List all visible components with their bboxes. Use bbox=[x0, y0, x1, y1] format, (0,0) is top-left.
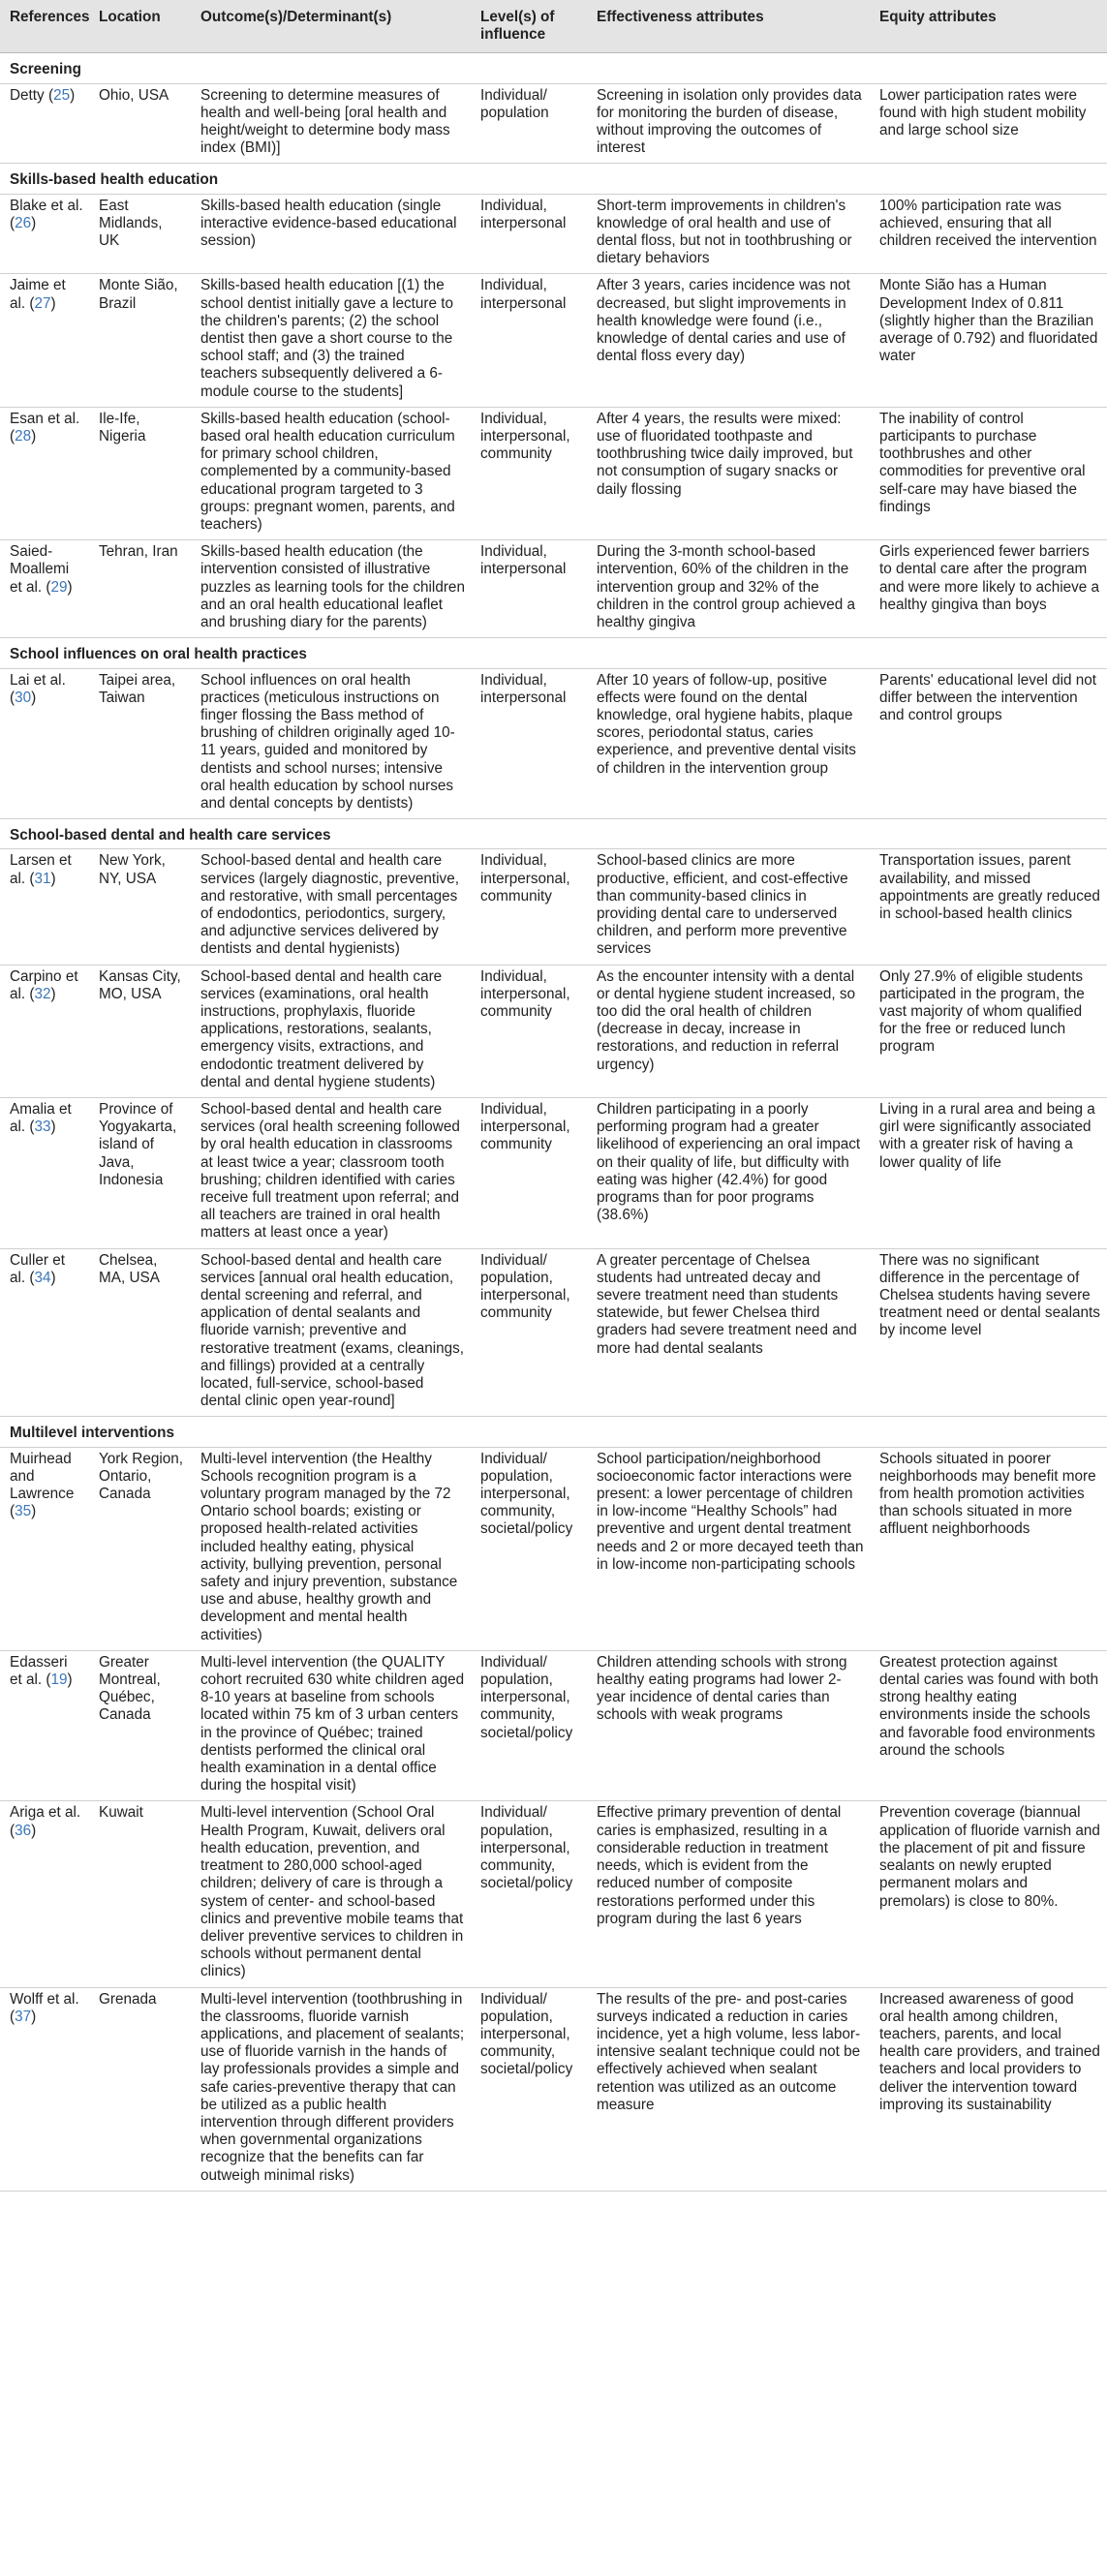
table-row bbox=[0, 83, 1107, 164]
cell-equity: Monte Sião has a Human Development Index of 0.811 (slightly higher than the Brazilian average of 0.792) and fluoridated water bbox=[870, 274, 1107, 407]
cell-location: York Region, Ontario, Canada bbox=[89, 1447, 191, 1650]
cell-location: New York, NY, USA bbox=[89, 849, 191, 965]
cell-effectiveness: After 3 years, caries incidence was not decreased, but slight improvements in health knowledge were found (i.e., knowledge of dental caries and use of dental floss every day) bbox=[587, 274, 870, 407]
cell-equity: Increased awareness of good oral health among children, teachers, parents, and local health care providers, and trained teachers and local providers to deliver the intervention toward improving its sustainability bbox=[870, 1987, 1107, 2191]
section-title: School-based dental and health care services bbox=[0, 819, 1107, 849]
reference-author: Edasseri et al. bbox=[10, 1653, 68, 1689]
cell-level: Individual, interpersonal bbox=[471, 194, 587, 274]
header-location: Location bbox=[89, 0, 191, 53]
cell-effectiveness: Short-term improvements in children's knowledge of oral health and use of dental floss, but not in toothbrushing or dietary behaviors bbox=[587, 194, 870, 274]
cell-level: Individual, interpersonal, community bbox=[471, 1097, 587, 1248]
cell-level: Individual/ population, interpersonal, community, societal/policy bbox=[471, 1650, 587, 1801]
cell-outcome: Screening to determine measures of health and well-being [oral health and height/weight to determine body mass index (BMI)] bbox=[191, 83, 471, 164]
cell-reference: Muirhead and Lawrence (35) bbox=[0, 1447, 89, 1650]
cell-effectiveness: Children participating in a poorly performing program had a greater likelihood of experiencing an oral impact on their quality of life, but difficulty with eating was higher (42.4%) for good programs than for poor programs (38.6%) bbox=[587, 1097, 870, 1248]
cell-reference: Larsen et al. (31) bbox=[0, 849, 89, 965]
cell-level: Individual/ population, interpersonal, community, societal/policy bbox=[471, 1987, 587, 2191]
cell-effectiveness: A greater percentage of Chelsea students had untreated decay and severe treatment need than students statewide, but fewer Chelsea third graders had severe treatment need and more had dental sealants bbox=[587, 1248, 870, 1417]
table-row bbox=[0, 965, 1107, 1097]
cell-equity: Girls experienced fewer barriers to dental care after the program and were more likely to achieve a healthy gingiva than boys bbox=[870, 540, 1107, 638]
cell-outcome: Multi-level intervention (the Healthy Schools recognition program is a voluntary program managed by the 72 Ontario school boards; existing or proposed health-related activities included healthy eating, physical activity, bullying prevention, personal safety and injury prevention, substance use and abuse, healthy growth and development and mental health activities) bbox=[191, 1447, 471, 1650]
cell-level: Individual, interpersonal, community bbox=[471, 407, 587, 539]
cell-location: Kansas City, MO, USA bbox=[89, 965, 191, 1097]
cell-location: Ohio, USA bbox=[89, 83, 191, 164]
header-effectiveness: Effectiveness attributes bbox=[587, 0, 870, 53]
cell-equity: Parents' educational level did not differ between the intervention and control groups bbox=[870, 668, 1107, 819]
cell-outcome: Skills-based health education (the intervention consisted of illustrative puzzles as learning tools for the children and an oral health educational leaflet and brushing diary for the parents) bbox=[191, 540, 471, 638]
cell-outcome: Skills-based health education (single interactive evidence-based educational session) bbox=[191, 194, 471, 274]
cell-effectiveness: As the encounter intensity with a dental or dental hygiene student increased, so too did the oral health of children (decrease in decay, increase in restorations, and reduction in referral urgency) bbox=[587, 965, 870, 1097]
cell-location: Kuwait bbox=[89, 1801, 191, 1987]
cell-equity: Only 27.9% of eligible students participated in the program, the vast majority of whom qualified for the free or reduced lunch program bbox=[870, 965, 1107, 1097]
citation-link[interactable]: 34 bbox=[34, 1269, 51, 1286]
section-title: Screening bbox=[0, 53, 1107, 83]
cell-reference: Ariga et al. (36) bbox=[0, 1801, 89, 1987]
cell-reference: Detty (25) bbox=[0, 83, 89, 164]
citation-link[interactable]: 36 bbox=[15, 1822, 32, 1839]
cell-outcome: Multi-level intervention (the QUALITY cohort recruited 630 white children aged 8-10 years at baseline from schools located within 75 km of 3 urban centers in the province of Québec; trained dentists performed the clinical oral health examination in a dental office during the hospital visit) bbox=[191, 1650, 471, 1801]
section-title: Multilevel interventions bbox=[0, 1417, 1107, 1447]
table-row bbox=[0, 849, 1107, 965]
section-row bbox=[0, 164, 1107, 194]
cell-equity: Living in a rural area and being a girl were significantly associated with a greater risk of having a lower quality of life bbox=[870, 1097, 1107, 1248]
cell-outcome: School-based dental and health care services [annual oral health education, dental screening and referral, and application of dental sealants and fluoride varnish; preventive and restorative treatment (exams, cleanings, and fillings) provided at a centrally located, full-service, school-based dental clinic open year-round] bbox=[191, 1248, 471, 1417]
cell-equity: Schools situated in poorer neighborhoods may benefit more from health promotion activities than schools situated in more affluent neighborhoods bbox=[870, 1447, 1107, 1650]
cell-outcome: School influences on oral health practices (meticulous instructions on finger flossing the Bass method of brushing of children originally aged 10-11 years, guided and monitored by dentists and school nurses; intensive oral health education by school nurses and dental concepts by dentists) bbox=[191, 668, 471, 819]
cell-effectiveness: Screening in isolation only provides data for monitoring the burden of disease, without improving the outcomes of interest bbox=[587, 83, 870, 164]
header-references: References bbox=[0, 0, 89, 53]
cell-outcome: School-based dental and health care services (largely diagnostic, preventive, and restorative, with small percentages of endodontics, periodontics, surgery, and adjunctive services delivered by dentists and dental hygienists) bbox=[191, 849, 471, 965]
header-level: Level(s) of influence bbox=[471, 0, 587, 53]
header-row bbox=[0, 0, 1107, 53]
section-title: Skills-based health education bbox=[0, 164, 1107, 194]
table-row bbox=[0, 540, 1107, 638]
citation-link[interactable]: 19 bbox=[50, 1671, 68, 1689]
citation-link[interactable]: 31 bbox=[34, 870, 51, 887]
reference-author: Culler et al. bbox=[10, 1251, 65, 1286]
cell-reference: Saied-Moallemi et al. (29) bbox=[0, 540, 89, 638]
reference-author: Detty bbox=[10, 86, 45, 104]
reference-author: Amalia et al. bbox=[10, 1100, 72, 1136]
cell-effectiveness: Effective primary prevention of dental caries is emphasized, resulting in a considerable reduction in treatment needs, which is evident from the reduced number of composite restorations performed under this program during the last 6 years bbox=[587, 1801, 870, 1987]
table-row bbox=[0, 274, 1107, 407]
reference-author: Carpino et al. bbox=[10, 967, 78, 1002]
cell-equity: 100% participation rate was achieved, ensuring that all children received the intervention bbox=[870, 194, 1107, 274]
reference-author: Jaime et al. bbox=[10, 277, 66, 312]
cell-equity: Transportation issues, parent availability, and missed appointments are greatly reduced in school-based health clinics bbox=[870, 849, 1107, 965]
citation-link[interactable]: 25 bbox=[53, 86, 71, 104]
cell-reference: Blake et al. (26) bbox=[0, 194, 89, 274]
table-body bbox=[0, 53, 1107, 2191]
cell-reference: Amalia et al. (33) bbox=[0, 1097, 89, 1248]
cell-location: Greater Montreal, Québec, Canada bbox=[89, 1650, 191, 1801]
cell-reference: Lai et al. (30) bbox=[0, 668, 89, 819]
table-row bbox=[0, 194, 1107, 274]
cell-reference: Esan et al. (28) bbox=[0, 407, 89, 539]
cell-equity: Prevention coverage (biannual application of fluoride varnish and the placement of pit and fissure sealants on newly erupted permanent molars and premolars) is close to 80%. bbox=[870, 1801, 1107, 1987]
cell-location: Tehran, Iran bbox=[89, 540, 191, 638]
citation-link[interactable]: 33 bbox=[34, 1119, 51, 1136]
cell-location: Ile-Ife, Nigeria bbox=[89, 407, 191, 539]
reference-author: Wolff et al. bbox=[10, 1990, 79, 2008]
section-row bbox=[0, 819, 1107, 849]
citation-link[interactable]: 37 bbox=[15, 2008, 32, 2025]
reference-author: Saied-Moallemi et al. bbox=[10, 543, 70, 596]
reference-author: Muirhead and Lawrence bbox=[10, 1450, 75, 1503]
reference-author: Lai et al. bbox=[10, 671, 66, 689]
cell-equity: There was no significant difference in the percentage of Chelsea students having severe treatment need or dental sealants by income level bbox=[870, 1248, 1107, 1417]
table-row bbox=[0, 1650, 1107, 1801]
cell-reference: Carpino et al. (32) bbox=[0, 965, 89, 1097]
cell-equity: Greatest protection against dental caries was found with both strong healthy eating environments inside the schools and favorable food environments around the schools bbox=[870, 1650, 1107, 1801]
cell-location: Chelsea, MA, USA bbox=[89, 1248, 191, 1417]
cell-effectiveness: After 10 years of follow-up, positive effects were found on the dental knowledge, oral hygiene habits, plaque scores, periodontal status, caries experience, and preventive dental visits of children in the intervention group bbox=[587, 668, 870, 819]
table-row bbox=[0, 668, 1107, 819]
cell-level: Individual/ population bbox=[471, 83, 587, 164]
citation-link[interactable]: 30 bbox=[15, 689, 32, 706]
table-row bbox=[0, 1248, 1107, 1417]
cell-location: Province of Yogyakarta, island of Java, Indonesia bbox=[89, 1097, 191, 1248]
table-row bbox=[0, 1801, 1107, 1987]
cell-effectiveness: Children attending schools with strong healthy eating programs had lower 2-year incidence of dental caries than schools with weak programs bbox=[587, 1650, 870, 1801]
cell-effectiveness: After 4 years, the results were mixed: use of fluoridated toothpaste and toothbrushing twice daily improved, but not consumption of sugary snacks or daily flossing bbox=[587, 407, 870, 539]
cell-outcome: Skills-based health education [(1) the school dentist initially gave a lecture to the children's parents; (2) the school dentist then gave a short course to the school staff; and (3) the trained teachers subsequently delivered a 6-module course to the students] bbox=[191, 274, 471, 407]
section-row bbox=[0, 1417, 1107, 1447]
table-header bbox=[0, 0, 1107, 53]
cell-location: Taipei area, Taiwan bbox=[89, 668, 191, 819]
cell-reference: Culler et al. (34) bbox=[0, 1248, 89, 1417]
table-row bbox=[0, 1097, 1107, 1248]
cell-equity: The inability of control participants to purchase toothbrushes and other commodities for preventive oral self-care may have biased the findings bbox=[870, 407, 1107, 539]
cell-outcome: Skills-based health education (school-based oral health education curriculum for primary school children, complemented by a community-based educational program targeted to 3 groups: pregnant women, parents, and teachers) bbox=[191, 407, 471, 539]
cell-location: Monte Sião, Brazil bbox=[89, 274, 191, 407]
citation-link[interactable]: 27 bbox=[34, 294, 51, 312]
citation-link[interactable]: 32 bbox=[34, 985, 51, 1002]
cell-outcome: Multi-level intervention (toothbrushing in the classrooms, fluoride varnish applications, and placement of sealants; use of fluoride varnish in the hands of lay professionals provides a simple and safe caries-preventive therapy that can be utilized as a public health intervention through different providers when governmental organizations recognize that the benefits can far outweigh minimal risks) bbox=[191, 1987, 471, 2191]
cell-level: Individual, interpersonal bbox=[471, 274, 587, 407]
section-row bbox=[0, 53, 1107, 83]
reference-author: Larsen et al. bbox=[10, 852, 72, 887]
cell-level: Individual/ population, interpersonal, community, societal/policy bbox=[471, 1801, 587, 1987]
cell-outcome: School-based dental and health care services (oral health screening followed by oral health education in classrooms at least twice a year; classroom tooth brushing; children identified with caries receive full treatment upon referral; and all teachers are trained in oral health matters at least once a year) bbox=[191, 1097, 471, 1248]
citation-link[interactable]: 29 bbox=[50, 578, 68, 596]
cell-effectiveness: The results of the pre- and post-caries surveys indicated a reduction in caries incidence, yet a high volume, less labor-intensive sealant technique could not be effectively achieved when sealant retention was utilized as an outcome measure bbox=[587, 1987, 870, 2191]
cell-equity: Lower participation rates were found with high student mobility and large school size bbox=[870, 83, 1107, 164]
table-row bbox=[0, 1987, 1107, 2191]
reference-author: Esan et al. bbox=[10, 410, 80, 427]
cell-outcome: Multi-level intervention (School Oral Health Program, Kuwait, delivers oral health education, prevention, and treatment to 280,000 school-aged children; delivery of care is through a system of center- and school-based clinics and preventive mobile teams that deliver preventive services to children in schools without permanent dental clinics) bbox=[191, 1801, 471, 1987]
table-row bbox=[0, 407, 1107, 539]
citation-link[interactable]: 28 bbox=[15, 428, 32, 445]
cell-level: Individual, interpersonal, community bbox=[471, 965, 587, 1097]
cell-reference: Edasseri et al. (19) bbox=[0, 1650, 89, 1801]
section-title: School influences on oral health practices bbox=[0, 638, 1107, 668]
cell-outcome: School-based dental and health care services (examinations, oral health instructions, prophylaxis, fluoride applications, restorations, sealants, emergency visits, extractions, and endodontic treatment delivered by dental and dental hygiene students) bbox=[191, 965, 471, 1097]
cell-level: Individual/ population, interpersonal, community bbox=[471, 1248, 587, 1417]
cell-effectiveness: School-based clinics are more productive, efficient, and cost-effective than community-based clinics in providing dental care to underserved children, and perform more preventive services bbox=[587, 849, 870, 965]
cell-location: Grenada bbox=[89, 1987, 191, 2191]
table-row bbox=[0, 1447, 1107, 1650]
cell-level: Individual, interpersonal, community bbox=[471, 849, 587, 965]
header-equity: Equity attributes bbox=[870, 0, 1107, 53]
citation-link[interactable]: 35 bbox=[15, 1503, 32, 1520]
cell-effectiveness: School participation/neighborhood socioeconomic factor interactions were present: a lower percentage of children in low-income “Healthy Schools” had preventive and urgent dental treatment needs and 2 or more decayed teeth than in low-income non-participating schools bbox=[587, 1447, 870, 1650]
cell-level: Individual/ population, interpersonal, community, societal/policy bbox=[471, 1447, 587, 1650]
cell-level: Individual, interpersonal bbox=[471, 668, 587, 819]
cell-level: Individual, interpersonal bbox=[471, 540, 587, 638]
reference-author: Blake et al. bbox=[10, 197, 83, 214]
citation-link[interactable]: 26 bbox=[15, 214, 32, 231]
cell-location: East Midlands, UK bbox=[89, 194, 191, 274]
cell-reference: Wolff et al. (37) bbox=[0, 1987, 89, 2191]
reference-author: Ariga et al. bbox=[10, 1804, 81, 1822]
header-outcome: Outcome(s)/Determinant(s) bbox=[191, 0, 471, 53]
cell-effectiveness: During the 3-month school-based intervention, 60% of the children in the intervention group and 32% of the children in the control group achieved a healthy gingiva bbox=[587, 540, 870, 638]
cell-reference: Jaime et al. (27) bbox=[0, 274, 89, 407]
section-row bbox=[0, 638, 1107, 668]
